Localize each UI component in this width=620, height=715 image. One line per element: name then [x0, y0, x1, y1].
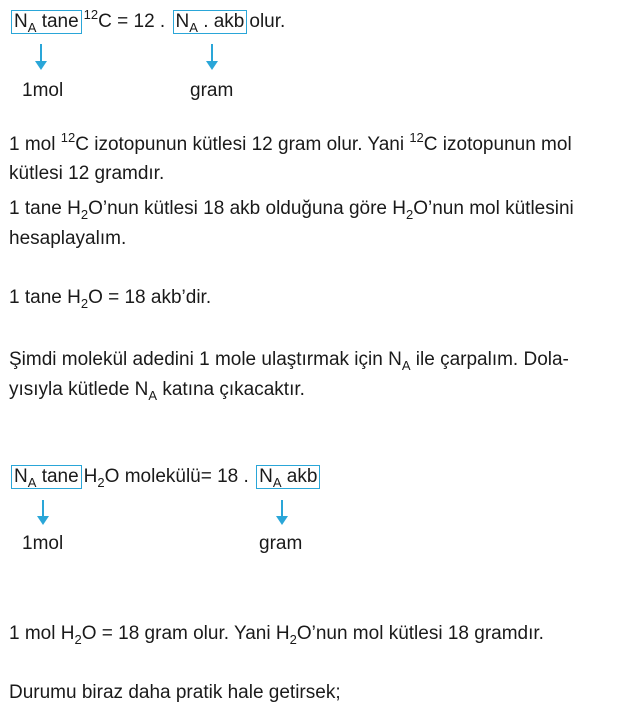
na-akb-box: $N_A$ . akb: [173, 10, 248, 34]
na-tane-box: $N_A$ tane: [11, 465, 82, 489]
paragraph-1-line-2: kütlesi 12 gramdır.: [9, 163, 165, 184]
label-1mol: 1mol: [22, 533, 64, 554]
paragraph-1-line-4: hesaplayalım.: [9, 228, 127, 249]
na-akb-box: $N_A$ akb: [256, 465, 320, 489]
label-gram: gram: [190, 80, 234, 101]
equation-3: $N_A$ tane $H_2O$ molekülü= 18 . $N_A$ akb: [9, 465, 322, 489]
paragraph-1-line-3: 1 tane $H_2O’nun$ kütlesi 18 akb olduğuna göre $H_2O’nun$ mol kütlesini: [9, 198, 574, 222]
paragraph-2-line-1: Şimdi molekül adedini 1 mole ulaştırmak için $N_A$ ile çarpalım. Dola-: [9, 349, 569, 373]
equation-1: $N_A$ tane $^{12}$C = 12 . $N_A$ . akb olur.: [9, 10, 285, 34]
paragraph-2-line-2: yısıyla kütlede $N_A$ katına çıkacaktır.: [9, 379, 305, 403]
equation-2: 1 tane $H_2O = 18$ akb’dir.: [9, 287, 212, 311]
arrow-down-icon: [281, 500, 283, 517]
equation-4: 1 mol $H_2O = 18$ gram olur. Yani $H_2O’nun$ mol kütlesi 18 gramdır.: [9, 623, 544, 647]
label-gram: gram: [259, 533, 303, 554]
closing-sentence: Durumu biraz daha pratik hale getirsek;: [9, 682, 341, 703]
na-tane-box: $N_A$ tane: [11, 10, 82, 34]
arrow-down-icon: [40, 44, 42, 62]
label-1mol: 1mol: [22, 80, 64, 101]
arrow-down-icon: [42, 500, 44, 517]
paragraph-1-line-1: 1 mol $^{12}$C izotopunun kütlesi 12 gram olur. Yani $^{12}$C izotopunun mol: [9, 130, 572, 155]
arrow-down-icon: [211, 44, 213, 62]
